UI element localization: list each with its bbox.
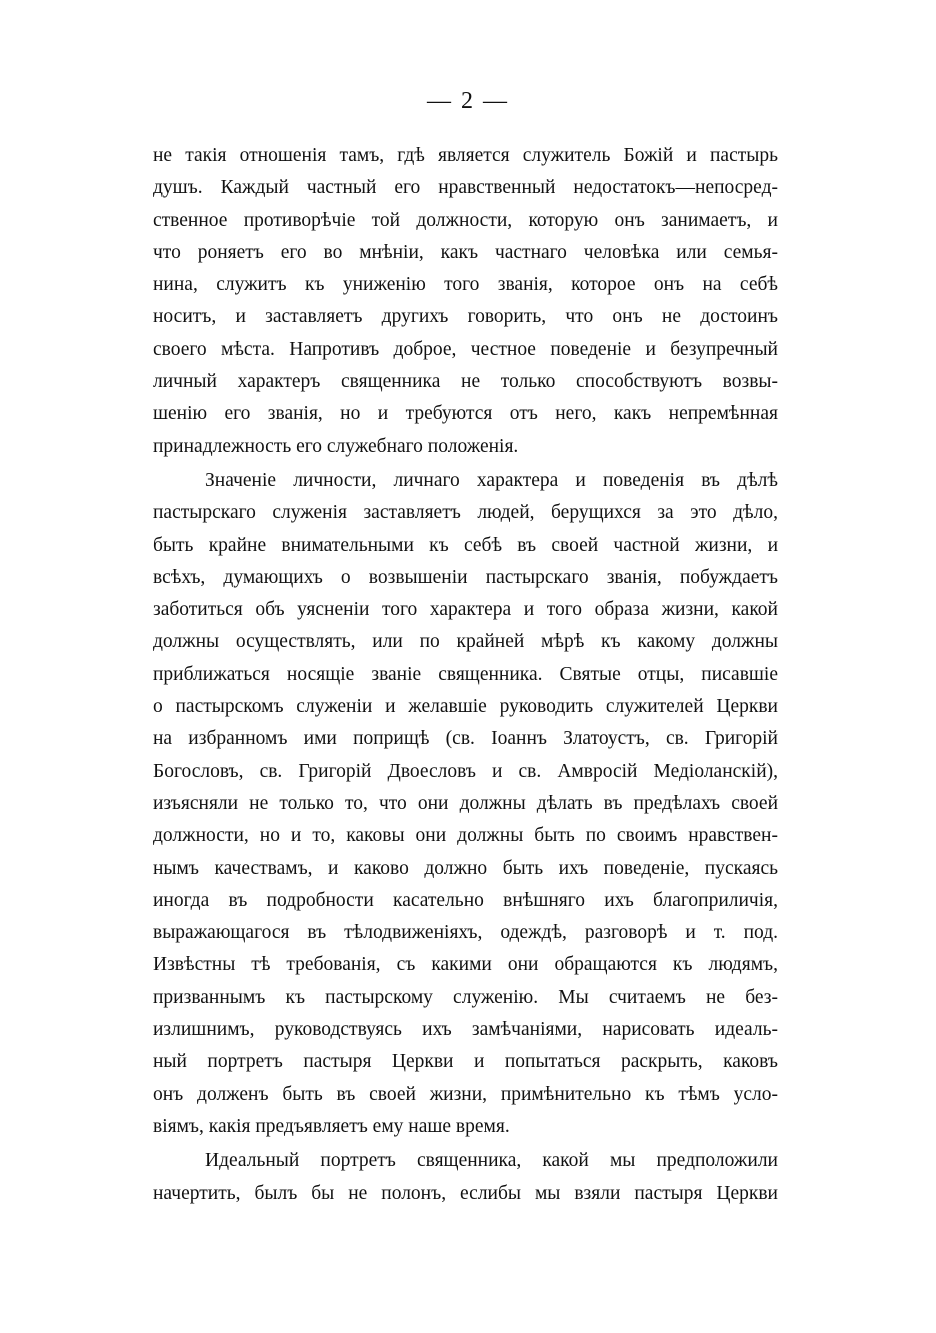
text-line: приближаться носящіе званіе священника. Святые отцы, писавшіе — [153, 663, 778, 685]
text-line: принадлежность его служебнаго положенія. — [153, 435, 519, 457]
text-line: віямъ, какія предъявляетъ ему наше время. — [153, 1115, 510, 1137]
body-text — [153, 140, 778, 1210]
text-line: должны осуществлять, или по крайней мѣрѣ къ какому должны — [153, 631, 778, 653]
text-line: Богословъ, св. Григорій Двоесловъ и св. Амвросій Медіоланскій), — [153, 760, 778, 782]
text-line: призваннымъ къ пастырскому служенію. Мы считаемъ не без- — [153, 986, 778, 1008]
text-line: выражающагося въ тѣлодвиженіяхъ, одеждѣ, разговорѣ и т. под. — [153, 922, 778, 944]
text-line: о пастырскомъ служеніи и желавшіе руководить служителей Церкви — [153, 696, 778, 718]
text-line: всѣхъ, думающихъ о возвышеніи пастырскаго званія, побуждаетъ — [153, 566, 778, 588]
text-line: начертить, былъ бы не полонъ, еслибы мы взяли пастыря Церкви — [153, 1182, 778, 1204]
text-line: не такія отношенія тамъ, гдѣ является служитель Божій и пастырь — [153, 145, 778, 166]
text-line: онъ долженъ быть въ своей жизни, примѣнительно къ тѣмъ усло- — [153, 1083, 778, 1105]
text-line: пастырскаго служенія заставляетъ людей, берущихся за это дѣло, — [153, 502, 778, 524]
text-line: своего мѣста. Напротивъ доброе, честное поведеніе и безупречный — [153, 338, 778, 360]
text-line: на избранномъ ими поприщѣ (св. Іоаннъ Златоустъ, св. Григорій — [153, 728, 778, 750]
paragraph-2 — [153, 465, 778, 1143]
text-line: что роняетъ его во мнѣніи, какъ частнаго человѣка или семья- — [153, 241, 778, 263]
text-line: иногда въ подробности касательно внѣшняго ихъ благоприличія, — [153, 889, 778, 911]
text-line: душъ. Каждый частный его нравственный недостатокъ—непосред- — [153, 177, 778, 199]
text-line: заботиться объ уясненіи того характера и того образа жизни, какой — [153, 599, 778, 621]
text-line: шенію его званія, но и требуются отъ него, какъ непремѣнная — [153, 403, 778, 425]
page-number: — 2 — — [427, 88, 509, 114]
text-line: излишнимъ, руководствуясь ихъ замѣчаніями, нарисовать идеаль- — [153, 1019, 778, 1041]
text-line: носитъ, и заставляетъ другихъ говорить, что онъ не достоинъ — [153, 306, 778, 328]
text-line: Идеальный портретъ священника, какой мы предположили — [205, 1150, 778, 1172]
text-line: ный портретъ пастыря Церкви и попытаться раскрыть, каковъ — [153, 1051, 778, 1073]
text-line: Значеніе личности, личнаго характера и поведенія въ дѣлѣ — [205, 469, 778, 491]
text-line: Извѣстны тѣ требованія, съ какими они обращаются къ людямъ, — [153, 954, 778, 976]
text-line: должности, но и то, каковы они должны быть по своимъ нравствен- — [153, 825, 778, 847]
text-line: быть крайне внимательными къ себѣ въ своей частной жизни, и — [153, 534, 778, 556]
paragraph-3 — [153, 1145, 778, 1210]
text-line: личный характеръ священника не только способствуютъ возвы- — [153, 371, 778, 393]
text-line: ственное противорѣчіе той должности, которую онъ занимаетъ, и — [153, 209, 778, 231]
paragraph-1 — [153, 140, 778, 463]
text-line: нымъ качествамъ, и каково должно быть ихъ поведеніе, пускаясь — [153, 857, 778, 879]
text-line: нина, служитъ къ униженію того званія, которое онъ на себѣ — [153, 274, 778, 296]
text-line: изъясняли не только то, что они должны дѣлать въ предѣлахъ своей — [153, 792, 778, 814]
